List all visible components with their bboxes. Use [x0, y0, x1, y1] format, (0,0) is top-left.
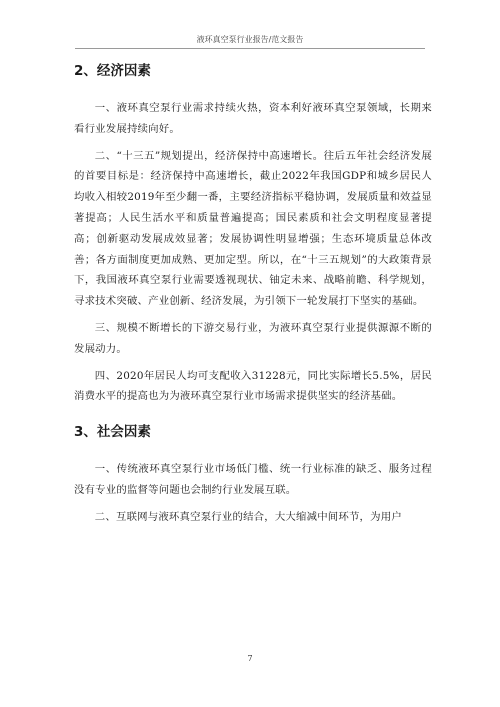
section-heading-economic: 2、经济因素 — [74, 63, 151, 79]
page-header: 液环真空泵行业报告/范文报告 — [75, 34, 425, 49]
paragraph: 三、规模不断增长的下游交易行业，为液环真空泵行业提供源源不断的发展动力。 — [74, 321, 432, 355]
section-heading-social: 3、社会因素 — [74, 424, 151, 441]
paragraph: 四、2020年居民人均可支配收入31228元，同比实际增长5.5%，居民消费水平的提高也为为液环真空泵行业市场需求提供坚实的经济基础。 — [74, 369, 432, 403]
paragraph: 二、“十三五”规划提出，经济保持中高速增长。往后五年社会经济发展的首要目标是：经济保持中高速增长，截止2022年我国GDP和城乡居民人均收入相较2019年至少翻一番，主要经济指标平稳协调，发展质量和效益显著提高；人民生活水平和质量普遍提高；国民素质和社会文明程度显著提高；创新驱动发展成效显著；发展协调性明显增强；生态环境质量总体改善；各方面制度更加成熟、更加定型。所以，在“十三五规划”的大政策背景下，我国液环真空泵行业需要透视现状、铀定未来、战略前瞻、科学规划，寻求技术突破、产业创新、经济发展，为引领下一轮发展打下坚实的基础。 — [74, 149, 432, 308]
paragraph: 一、传统液环真空泵行业市场低门槛、统一行业标准的缺乏、服务过程没有专业的监督等问题也会制约行业发展互联。 — [74, 463, 432, 496]
page-number: 7 — [247, 654, 253, 663]
paragraph: 二、互联网与液环真空泵行业的结合，大大缩减中间环节，为用户 — [94, 510, 402, 523]
document-body — [74, 60, 432, 528]
paragraph: 一、液环真空泵行业需求持续火热，资本利好液环真空泵领域，长期来看行业发展持续向好。 — [74, 102, 432, 135]
